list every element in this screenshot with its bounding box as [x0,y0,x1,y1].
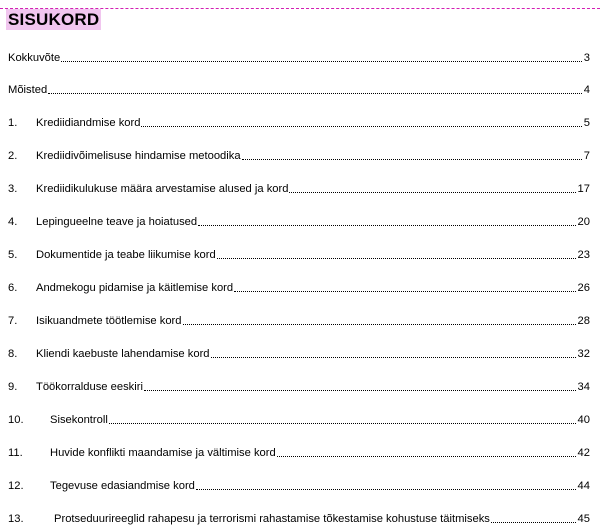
toc-entry-number: 13. [8,513,24,525]
toc-entry-8[interactable] [8,343,590,361]
toc-entry-label: Andmekogu pidamise ja käitlemise kord [36,282,234,294]
toc-entry-4[interactable] [8,211,590,229]
toc-leader-dots [144,390,576,391]
toc-leader-dots [491,522,576,523]
toc-entry-number: 3. [8,183,18,195]
toc-entry-number: 12. [8,480,24,492]
toc-leader-dots [198,225,575,226]
toc-entry-page: 28 [577,315,590,327]
toc-leader-dots [234,291,575,292]
toc-entry-page: 17 [577,183,590,195]
toc-entry-7[interactable] [8,310,590,328]
toc-leader-dots [242,159,582,160]
toc-entry-number: 6. [8,282,18,294]
toc-entry-moisted[interactable] [8,79,590,97]
toc-leader-dots [217,258,576,259]
toc-entry-label: Krediidiandmise kord [36,117,141,129]
toc-entry-label: Mõisted [8,84,48,96]
toc-entry-label: Krediidivõimelisuse hindamise metoodika [36,150,241,162]
toc-entry-label: Tegevuse edasiandmise kord [50,480,195,492]
toc-entry-label: Lepingueelne teave ja hoiatused [36,216,198,228]
toc-entry-9[interactable] [8,376,590,394]
toc-entry-label: Dokumentide ja teabe liikumise kord [36,249,216,261]
toc-entry-page: 4 [583,84,590,96]
toc-entry-label: Isikuandmete töötlemise kord [36,315,182,327]
toc-title: SISUKORD [8,10,100,29]
toc-entry-number: 11. [8,447,23,459]
toc-entry-1[interactable] [8,112,590,130]
toc-entry-label: Kliendi kaebuste lahendamise kord [36,348,210,360]
toc-leader-dots [277,456,576,457]
toc-entry-number: 4. [8,216,18,228]
toc-entry-3[interactable] [8,178,590,196]
toc-leader-dots [196,489,576,490]
toc-entry-11[interactable] [8,442,590,460]
toc-entry-page: 3 [583,52,590,64]
toc-entry-5[interactable] [8,244,590,262]
toc-entry-label: Töökorralduse eeskiri [36,381,143,393]
toc-entry-page: 7 [583,150,590,162]
toc-leader-dots [61,61,582,62]
toc-entry-number: 9. [8,381,18,393]
toc-entry-label: Sisekontroll [50,414,108,426]
toc-entry-page: 42 [577,447,590,459]
toc-entry-2[interactable] [8,145,590,163]
toc-entry-page: 40 [577,414,590,426]
toc-entry-6[interactable] [8,277,590,295]
toc-entry-number: 8. [8,348,18,360]
toc-entry-page: 34 [577,381,590,393]
toc-leader-dots [289,192,575,193]
toc-leader-dots [211,357,576,358]
toc-entry-page: 44 [577,480,590,492]
toc-entry-page: 20 [577,216,590,228]
toc-entry-13[interactable] [8,508,590,526]
toc-entry-kokkuvote[interactable] [8,47,590,65]
toc-entry-page: 23 [577,249,590,261]
toc-entry-page: 5 [583,117,590,129]
toc-entry-12[interactable] [8,475,590,493]
toc-leader-dots [109,423,576,424]
toc-entry-number: 7. [8,315,18,327]
toc-leader-dots [48,93,582,94]
toc-entry-page: 32 [577,348,590,360]
toc-entry-number: 2. [8,150,18,162]
toc-entry-page: 26 [577,282,590,294]
toc-leader-dots [141,126,581,127]
toc-entry-label: Huvide konflikti maandamise ja vältimise kord [50,447,276,459]
toc-entry-label: Kokkuvõte [8,52,61,64]
toc-entry-number: 5. [8,249,18,261]
toc-entry-label: Krediidikulukuse määra arvestamise alused ja kord [36,183,289,195]
toc-entry-label: Protseduurireeglid rahapesu ja terrorismi rahastamise tõkestamise kohustuse täitmiseks [54,513,490,525]
toc-entry-page: 45 [577,513,590,525]
toc-entry-number: 1. [8,117,18,129]
toc-entry-10[interactable] [8,409,590,427]
toc-entry-number: 10. [8,414,24,426]
toc-leader-dots [183,324,576,325]
